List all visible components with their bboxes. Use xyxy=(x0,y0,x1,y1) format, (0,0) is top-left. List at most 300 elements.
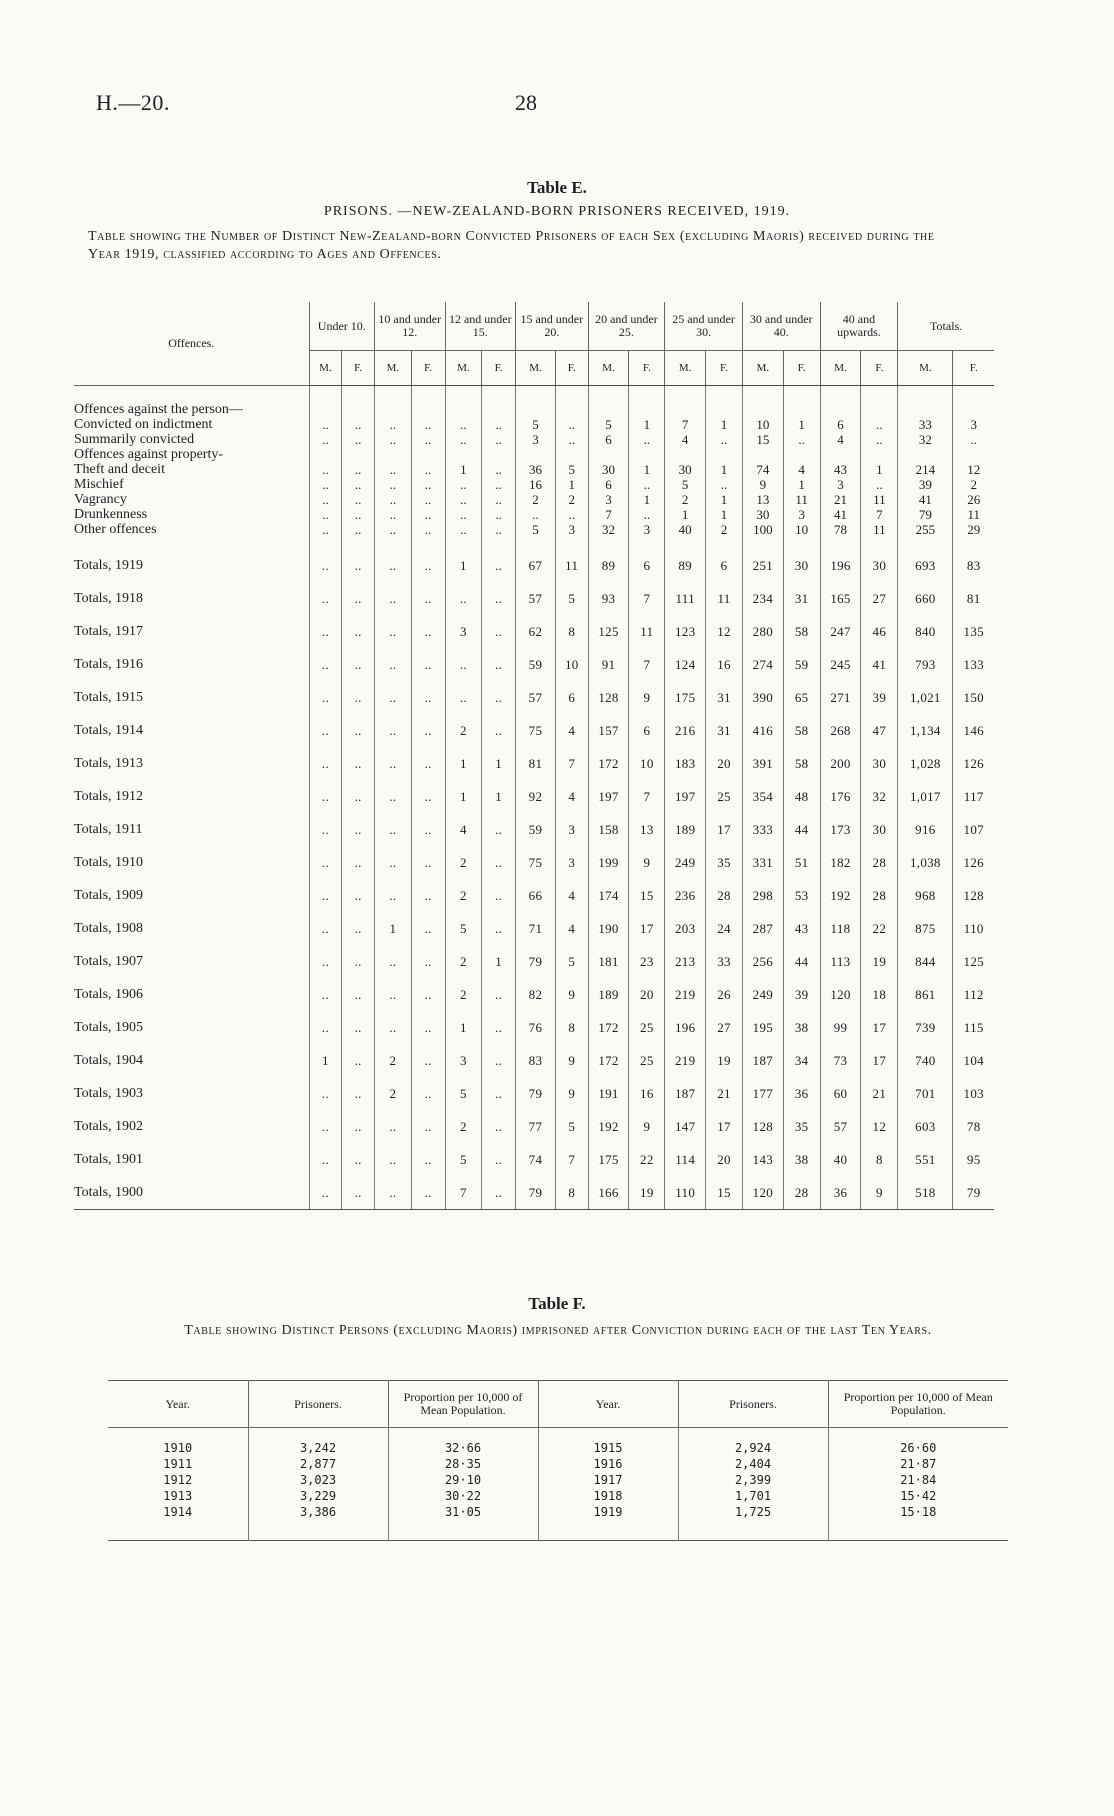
offence-label: Summarily convicted xyxy=(74,432,309,447)
table-cell: 190 xyxy=(588,912,629,945)
table-cell: 701 xyxy=(898,1077,953,1110)
table-cell: .. xyxy=(482,1077,516,1110)
table-e-title: Table E. xyxy=(527,178,587,197)
table-cell: .. xyxy=(375,507,412,522)
table-cell: .. xyxy=(309,1110,342,1143)
year-cell: 1914 xyxy=(108,1504,248,1520)
table-cell: .. xyxy=(411,522,445,537)
table-cell: 11 xyxy=(783,492,820,507)
female-column-header: F. xyxy=(953,351,994,386)
table-cell: .. xyxy=(309,477,342,492)
totals-row xyxy=(74,747,994,780)
table-cell: 34 xyxy=(783,1044,820,1077)
table-cell: 9 xyxy=(629,846,665,879)
table-cell: .. xyxy=(342,492,375,507)
table-cell: .. xyxy=(482,648,516,681)
offence-row xyxy=(74,492,994,507)
table-cell: 5 xyxy=(516,522,556,537)
table-cell: 968 xyxy=(898,879,953,912)
table-cell: 23 xyxy=(629,945,665,978)
table-cell: 29 xyxy=(967,522,981,537)
table-cell: 41 xyxy=(898,492,953,507)
table-cell: 249 xyxy=(742,978,783,1011)
table-cell: 25 xyxy=(629,1011,665,1044)
table-cell: 12 xyxy=(706,615,743,648)
table-cell: .. xyxy=(309,1176,342,1210)
table-cell: 3 xyxy=(588,492,629,507)
table-cell: 1 xyxy=(482,945,516,978)
table-cell: 174 xyxy=(588,879,629,912)
table-cell: 10 xyxy=(783,522,820,537)
table-cell: 1 xyxy=(706,492,743,507)
table-cell: 2 xyxy=(445,978,482,1011)
table-cell: .. xyxy=(309,714,342,747)
offence-row xyxy=(74,462,994,477)
table-cell: 203 xyxy=(665,912,706,945)
table-cell: 1 xyxy=(861,462,898,477)
table-cell: 36 xyxy=(783,1077,820,1110)
age-group-header: 30 and under 40. xyxy=(742,302,820,351)
table-cell: 12 xyxy=(967,462,981,477)
table-cell: 189 xyxy=(665,813,706,846)
table-cell: 118 xyxy=(820,912,861,945)
totals-label: Totals, 1915 xyxy=(74,681,309,714)
table-cell: 103 xyxy=(963,1086,984,1101)
totals-row xyxy=(74,1110,994,1143)
table-cell: .. xyxy=(342,522,375,537)
table-cell: .. xyxy=(375,747,412,780)
proportion-cell: 31·05 xyxy=(388,1504,538,1520)
offence-row xyxy=(74,402,994,417)
table-cell: 844 xyxy=(898,945,953,978)
table-cell: .. xyxy=(411,1176,445,1210)
table-cell: 197 xyxy=(588,780,629,813)
totals-label: Totals, 1908 xyxy=(74,912,309,945)
age-group-header: 15 and under 20. xyxy=(516,302,589,351)
table-cell: 20 xyxy=(706,747,743,780)
table-cell: 15 xyxy=(706,1176,743,1210)
table-cell: 3 xyxy=(555,522,588,537)
table-cell: .. xyxy=(309,978,342,1011)
table-cell: .. xyxy=(482,432,516,447)
table-cell: .. xyxy=(342,846,375,879)
table-cell: 147 xyxy=(665,1110,706,1143)
table-cell: 33 xyxy=(706,945,743,978)
table-cell: 2 xyxy=(555,492,588,507)
table-cell: 2 xyxy=(445,1110,482,1143)
table-cell: .. xyxy=(970,432,977,447)
offence-label: Theft and deceit xyxy=(74,462,309,477)
table-cell: 5 xyxy=(588,417,629,432)
table-cell: 173 xyxy=(820,813,861,846)
totals-label: Totals, 1902 xyxy=(74,1110,309,1143)
totals-row xyxy=(74,879,994,912)
table-cell: .. xyxy=(706,432,743,447)
prisoners-cell: 1,725 xyxy=(678,1504,828,1520)
female-column-header: F. xyxy=(342,351,375,386)
table-cell: 107 xyxy=(963,822,984,837)
year-cell: 1913 xyxy=(108,1488,248,1504)
table-cell: 1 xyxy=(482,747,516,780)
table-cell: 26 xyxy=(706,978,743,1011)
table-cell: .. xyxy=(482,549,516,582)
female-column-header: F. xyxy=(706,351,743,386)
table-cell: 30 xyxy=(861,747,898,780)
offence-row xyxy=(74,477,994,492)
offence-row xyxy=(74,507,994,522)
table-cell: 158 xyxy=(588,813,629,846)
page-number: 28 xyxy=(515,90,537,115)
table-cell: .. xyxy=(375,477,412,492)
prisoners-cell: 1,701 xyxy=(678,1488,828,1504)
table-cell: 8 xyxy=(555,1176,588,1210)
table-cell: 551 xyxy=(898,1143,953,1176)
table-cell: 40 xyxy=(820,1143,861,1176)
table-cell: 19 xyxy=(861,945,898,978)
totals-label: Totals, 1918 xyxy=(74,582,309,615)
table-cell: .. xyxy=(309,945,342,978)
table-cell: 36 xyxy=(820,1176,861,1210)
offence-label: Offences against the person— xyxy=(74,402,309,417)
table-cell: 10 xyxy=(742,417,783,432)
table-cell: .. xyxy=(375,681,412,714)
table-cell: .. xyxy=(411,648,445,681)
table-cell: 128 xyxy=(588,681,629,714)
table-cell: 660 xyxy=(898,582,953,615)
table-cell: .. xyxy=(482,615,516,648)
proportion-cell: 29·10 xyxy=(388,1472,538,1488)
table-cell: 416 xyxy=(742,714,783,747)
table-cell: .. xyxy=(482,1143,516,1176)
table-cell: 9 xyxy=(861,1176,898,1210)
table-cell: .. xyxy=(375,1110,412,1143)
table-row xyxy=(108,1440,1008,1456)
table-cell: 861 xyxy=(898,978,953,1011)
table-cell: 249 xyxy=(665,846,706,879)
table-cell: 31 xyxy=(783,582,820,615)
table-cell: .. xyxy=(411,1110,445,1143)
table-cell: .. xyxy=(445,492,482,507)
table-cell: .. xyxy=(861,417,898,432)
table-cell: 172 xyxy=(588,747,629,780)
female-column-header: F. xyxy=(861,351,898,386)
table-cell: 9 xyxy=(629,1110,665,1143)
table-cell: 77 xyxy=(516,1110,556,1143)
table-cell: 16 xyxy=(516,477,556,492)
prisoners-cell: 3,023 xyxy=(248,1472,388,1488)
table-cell: 93 xyxy=(588,582,629,615)
table-cell: .. xyxy=(482,879,516,912)
table-cell: .. xyxy=(375,648,412,681)
proportion-column-header: Proportion per 10,000 of Mean Population. xyxy=(828,1381,1008,1428)
table-cell: .. xyxy=(309,648,342,681)
table-cell: 840 xyxy=(898,615,953,648)
table-cell: 192 xyxy=(588,1110,629,1143)
table-cell: 125 xyxy=(588,615,629,648)
table-cell: .. xyxy=(411,549,445,582)
table-cell: 8 xyxy=(555,1011,588,1044)
offence-label: Offences against property- xyxy=(74,447,309,462)
table-cell: 125 xyxy=(963,954,984,969)
table-cell: .. xyxy=(342,1044,375,1077)
table-cell: 30 xyxy=(665,462,706,477)
offence-label: Convicted on indictment xyxy=(74,417,309,432)
table-cell: 8 xyxy=(861,1143,898,1176)
table-cell: .. xyxy=(482,522,516,537)
table-cell: 1,021 xyxy=(898,681,953,714)
offence-row xyxy=(74,522,994,537)
table-cell: 128 xyxy=(963,888,984,903)
table-cell: 143 xyxy=(742,1143,783,1176)
table-cell: .. xyxy=(342,747,375,780)
table-cell: 199 xyxy=(588,846,629,879)
prisoners-cell: 2,399 xyxy=(678,1472,828,1488)
table-cell: 17 xyxy=(706,813,743,846)
female-column-header: F. xyxy=(482,351,516,386)
table-cell: .. xyxy=(342,681,375,714)
table-cell: 3 xyxy=(555,846,588,879)
table-cell: .. xyxy=(309,747,342,780)
table-cell: .. xyxy=(411,417,445,432)
table-cell: 150 xyxy=(963,690,984,705)
table-cell: .. xyxy=(375,714,412,747)
table-cell: 234 xyxy=(742,582,783,615)
table-cell: .. xyxy=(445,417,482,432)
table-cell: 603 xyxy=(898,1110,953,1143)
table-cell: .. xyxy=(375,978,412,1011)
table-e xyxy=(74,302,994,1210)
table-cell: 5 xyxy=(665,477,706,492)
table-cell: .. xyxy=(411,507,445,522)
table-cell: 1 xyxy=(629,462,665,477)
table-cell: 4 xyxy=(555,912,588,945)
table-cell: 51 xyxy=(783,846,820,879)
offence-row xyxy=(74,447,994,462)
table-cell: 83 xyxy=(966,558,981,573)
age-group-header: 40 and upwards. xyxy=(820,302,898,351)
table-cell: 104 xyxy=(963,1053,984,1068)
prisoners-column-header: Prisoners. xyxy=(248,1381,388,1428)
table-cell: .. xyxy=(342,648,375,681)
table-cell: 128 xyxy=(742,1110,783,1143)
year-cell: 1916 xyxy=(538,1456,678,1472)
table-cell: 60 xyxy=(820,1077,861,1110)
table-cell: 9 xyxy=(742,477,783,492)
totals-label: Totals, 1919 xyxy=(74,549,309,582)
age-group-header: 12 and under 15. xyxy=(445,302,516,351)
table-cell: 62 xyxy=(516,615,556,648)
table-cell: 268 xyxy=(820,714,861,747)
table-cell: 19 xyxy=(706,1044,743,1077)
table-e-description: Table showing the Number of Distinct New-Zealand-born Convicted Prisoners of each Sex (excluding Maoris) received during the Year 1919, classified according to Ages and Offences. xyxy=(88,229,935,262)
table-cell: 7 xyxy=(629,780,665,813)
table-cell: .. xyxy=(445,432,482,447)
table-cell: 110 xyxy=(963,921,984,936)
table-cell: .. xyxy=(309,417,342,432)
offence-label: Other offences xyxy=(74,522,309,537)
table-cell: 5 xyxy=(555,582,588,615)
table-cell: .. xyxy=(445,582,482,615)
totals-row xyxy=(74,813,994,846)
table-cell: 354 xyxy=(742,780,783,813)
table-cell: .. xyxy=(342,417,375,432)
table-cell: .. xyxy=(706,477,743,492)
table-cell: 6 xyxy=(629,714,665,747)
male-column-header: M. xyxy=(665,351,706,386)
table-cell: 11 xyxy=(706,582,743,615)
table-cell: 74 xyxy=(516,1143,556,1176)
table-cell: 48 xyxy=(783,780,820,813)
table-cell: .. xyxy=(375,780,412,813)
table-cell: 25 xyxy=(706,780,743,813)
table-cell: .. xyxy=(482,417,516,432)
table-cell: .. xyxy=(445,477,482,492)
table-cell: 187 xyxy=(742,1044,783,1077)
table-cell: 92 xyxy=(516,780,556,813)
totals-row xyxy=(74,681,994,714)
table-cell: 43 xyxy=(783,912,820,945)
table-cell: .. xyxy=(555,507,588,522)
table-cell: .. xyxy=(482,714,516,747)
table-cell: 31 xyxy=(706,681,743,714)
table-cell: 79 xyxy=(516,945,556,978)
totals-row xyxy=(74,1077,994,1110)
table-cell: 197 xyxy=(665,780,706,813)
table-cell: 47 xyxy=(861,714,898,747)
table-cell: .. xyxy=(342,912,375,945)
table-cell: .. xyxy=(783,432,820,447)
table-cell: 1 xyxy=(375,912,412,945)
table-cell: .. xyxy=(482,813,516,846)
table-cell: 100 xyxy=(742,522,783,537)
table-cell: 3 xyxy=(820,477,861,492)
totals-row xyxy=(74,846,994,879)
table-cell: 123 xyxy=(665,615,706,648)
table-cell: .. xyxy=(375,492,412,507)
table-cell: 7 xyxy=(588,507,629,522)
table-cell: 2 xyxy=(445,846,482,879)
table-cell: .. xyxy=(342,714,375,747)
table-cell: 39 xyxy=(783,978,820,1011)
table-cell: 59 xyxy=(516,813,556,846)
table-cell: 6 xyxy=(820,417,861,432)
prisoners-cell: 2,404 xyxy=(678,1456,828,1472)
table-cell: 693 xyxy=(898,549,953,582)
table-cell: 53 xyxy=(783,879,820,912)
table-cell: 32 xyxy=(861,780,898,813)
table-cell: .. xyxy=(342,978,375,1011)
table-row xyxy=(108,1456,1008,1472)
table-cell: 115 xyxy=(963,1020,984,1035)
totals-row xyxy=(74,1176,994,1210)
table-cell: .. xyxy=(482,1176,516,1210)
table-cell: 28 xyxy=(706,879,743,912)
table-cell: .. xyxy=(516,507,556,522)
table-cell: .. xyxy=(309,1011,342,1044)
table-row xyxy=(108,1488,1008,1504)
table-cell: .. xyxy=(482,507,516,522)
table-cell: .. xyxy=(629,477,665,492)
table-cell: 20 xyxy=(706,1143,743,1176)
table-cell: .. xyxy=(342,1176,375,1210)
table-f xyxy=(108,1380,1008,1541)
table-cell: 40 xyxy=(665,522,706,537)
table-row xyxy=(108,1504,1008,1520)
table-cell: 6 xyxy=(706,549,743,582)
age-group-header: 20 and under 25. xyxy=(588,302,665,351)
table-cell: .. xyxy=(411,432,445,447)
table-cell: .. xyxy=(482,582,516,615)
table-cell: .. xyxy=(342,813,375,846)
table-cell: 236 xyxy=(665,879,706,912)
age-group-header: 10 and under 12. xyxy=(375,302,446,351)
table-cell: 189 xyxy=(588,978,629,1011)
table-cell: 298 xyxy=(742,879,783,912)
table-cell: .. xyxy=(342,477,375,492)
table-cell: 57 xyxy=(516,582,556,615)
table-cell: 3 xyxy=(445,1044,482,1077)
table-cell: 59 xyxy=(516,648,556,681)
table-cell: 35 xyxy=(783,1110,820,1143)
table-cell: 1,134 xyxy=(898,714,953,747)
table-cell: .. xyxy=(411,978,445,1011)
prisoners-cell: 3,242 xyxy=(248,1440,388,1456)
table-cell: 75 xyxy=(516,846,556,879)
male-column-header: M. xyxy=(445,351,482,386)
year-cell: 1911 xyxy=(108,1456,248,1472)
table-cell: .. xyxy=(482,846,516,879)
table-cell: 5 xyxy=(445,1143,482,1176)
table-cell: 5 xyxy=(555,945,588,978)
prisoners-cell: 3,386 xyxy=(248,1504,388,1520)
table-cell: 95 xyxy=(966,1152,981,1167)
table-cell: 71 xyxy=(516,912,556,945)
table-cell: 79 xyxy=(953,1176,994,1210)
table-cell: 26 xyxy=(967,492,981,507)
table-cell: .. xyxy=(411,879,445,912)
table-cell: .. xyxy=(375,432,412,447)
table-cell: 3 xyxy=(516,432,556,447)
table-cell: 57 xyxy=(820,1110,861,1143)
table-cell: 214 xyxy=(898,462,953,477)
table-cell: 126 xyxy=(963,855,984,870)
year-cell: 1912 xyxy=(108,1472,248,1488)
table-cell: 183 xyxy=(665,747,706,780)
table-cell: 73 xyxy=(820,1044,861,1077)
table-cell: 2 xyxy=(445,714,482,747)
table-cell: .. xyxy=(375,846,412,879)
table-cell: 17 xyxy=(861,1011,898,1044)
table-cell: 38 xyxy=(783,1011,820,1044)
table-cell: .. xyxy=(411,945,445,978)
table-cell: 19 xyxy=(629,1176,665,1210)
male-column-header: M. xyxy=(588,351,629,386)
table-cell: 13 xyxy=(742,492,783,507)
table-cell: 24 xyxy=(706,912,743,945)
table-cell: .. xyxy=(411,615,445,648)
prisoners-column-header: Prisoners. xyxy=(678,1381,828,1428)
totals-row xyxy=(74,615,994,648)
table-cell: 177 xyxy=(742,1077,783,1110)
table-cell: .. xyxy=(309,1077,342,1110)
table-cell: 81 xyxy=(516,747,556,780)
table-cell: 15 xyxy=(629,879,665,912)
table-cell: .. xyxy=(445,507,482,522)
table-cell: 2 xyxy=(706,522,743,537)
male-column-header: M. xyxy=(898,351,953,386)
table-cell: 28 xyxy=(861,846,898,879)
male-column-header: M. xyxy=(516,351,556,386)
